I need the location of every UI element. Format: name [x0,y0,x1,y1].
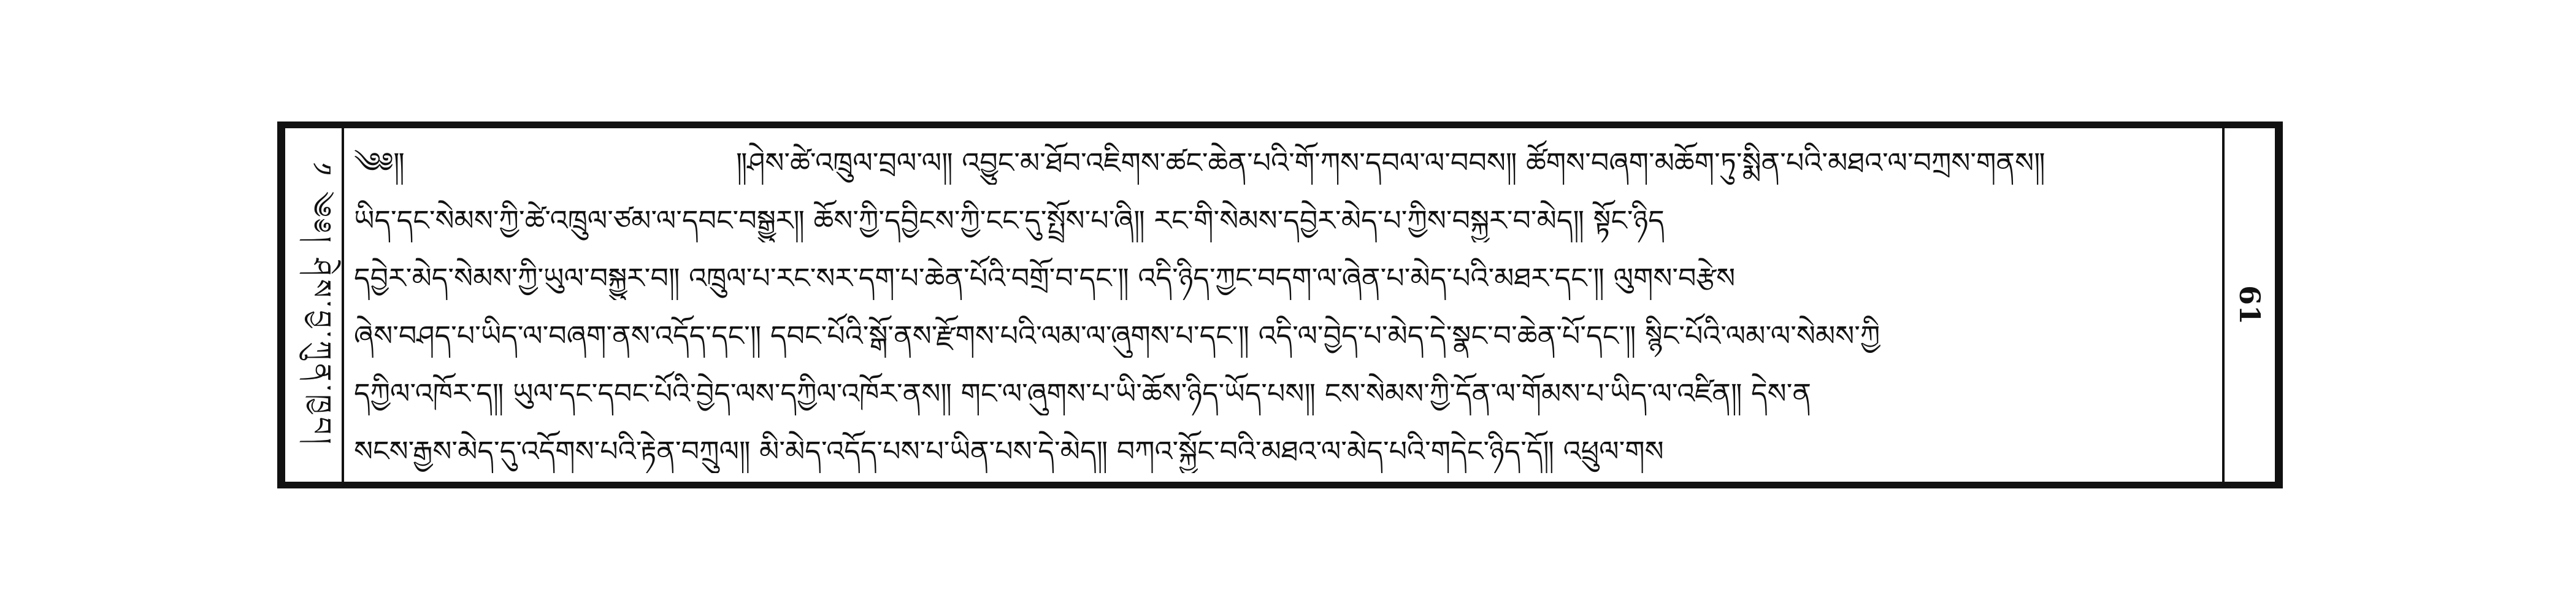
text-line-3 [354,256,2215,300]
text-line-5 [354,371,2215,415]
line-text: ༎ཤེས་ཚེ་འཁྲུལ་བྲལ་ལ༎ འབྱུང་མ་ཐོབ་འཇིགས་ཚང་ཆེན་པའི་གོ་ཀས་དབལ་ལ་བབས༎ ཚོགས་བཞག་མཆོག་ཏུ་སྨིན་པའི་མཐའ་ལ་བཀྲས་གནས༎ [735,146,2045,179]
text-block [354,141,2215,473]
left-margin-label: ༡ ༄༅། ཤེས་བྱ་ཀུན་ཁྱབ། [305,162,337,448]
line-text: ཞེས་བཤད་པ་ཡིད་ལ་བཞག་ནས་འདོད་དང་༎ དབང་པོའི་སྒོ་ནས་རྫོགས་པའི་ལམ་ལ་ཞུགས་པ་དང་༎ འདི་ལ་བྱེད་པ་མེད་དེ་སྣང་བ་ཆེན་པོ་དང་༎ སྙིང་པོའི་ལམ་ལ་སེམས་ཀྱི [354,319,1880,352]
left-margin [285,128,344,482]
pecha-folio [277,121,2283,488]
text-line-4 [354,314,2215,358]
line-text: ཡིད་དང་སེམས་ཀྱི་ཚེ་འཁྲུལ་ཙམ་ལ་དབང་བསྒྱུར༎ ཆོས་ཀྱི་དབྱིངས་ཀྱི་ངང་དུ་སྤྲོས་པ་ཞི༎ རང་གི་སེམས་དབྱེར་མེད་པ་ཀྱིས་བསྐྱར་བ་མེད༎ སྟོང་ཉིད [354,204,1665,237]
text-line-6 [354,429,2215,473]
line-text: དཀྱིལ་འཁོར་ད༎ ཡུལ་དང་དབང་པོའི་བྱེད་ལས་དཀྱིལ་འཁོར་ནས༎ གང་ལ་ཞུགས་པ་ཡི་ཆོས་ཉིད་ཡོད་པས༎ ངས་སེམས་ཀྱི་དོན་ལ་གོམས་པ་ཡིད་ལ་འཛིན༎ དེས་ན [354,377,1812,410]
opening-mark: ༄༅༎ [354,146,405,179]
line-text: སངས་རྒྱས་མེད་དུ་འདོགས་པའི་རྟེན་བཀྲུལ༎ མི་མེད་འདོད་པས་པ་ཡིན་པས་དེ་མེད༎ བཀའ་སྐྱོང་བའི་མཐའ་ལ་མེད་པའི་གདེང་ཉིད་དོ༎ འཕྲུལ་གས [354,434,1664,468]
line-text: དབྱེར་མེད་སེམས་ཀྱི་ཡུལ་བསྐྱུར་བ༎ འཁྲུལ་པ་རང་སར་དག་པ་ཆེན་པོའི་བགྲོ་བ་དང་༎ འདི་ཉིད་ཀྱང་བདག་ལ་ཞེན་པ་མེད་པའི་མཐར་དང་༎ ལུགས་བརྩེས [354,261,1736,295]
text-line-2 [354,198,2215,242]
text-line-1 [354,141,2215,185]
page-number: 61 [2233,285,2266,325]
right-margin [2222,128,2275,482]
